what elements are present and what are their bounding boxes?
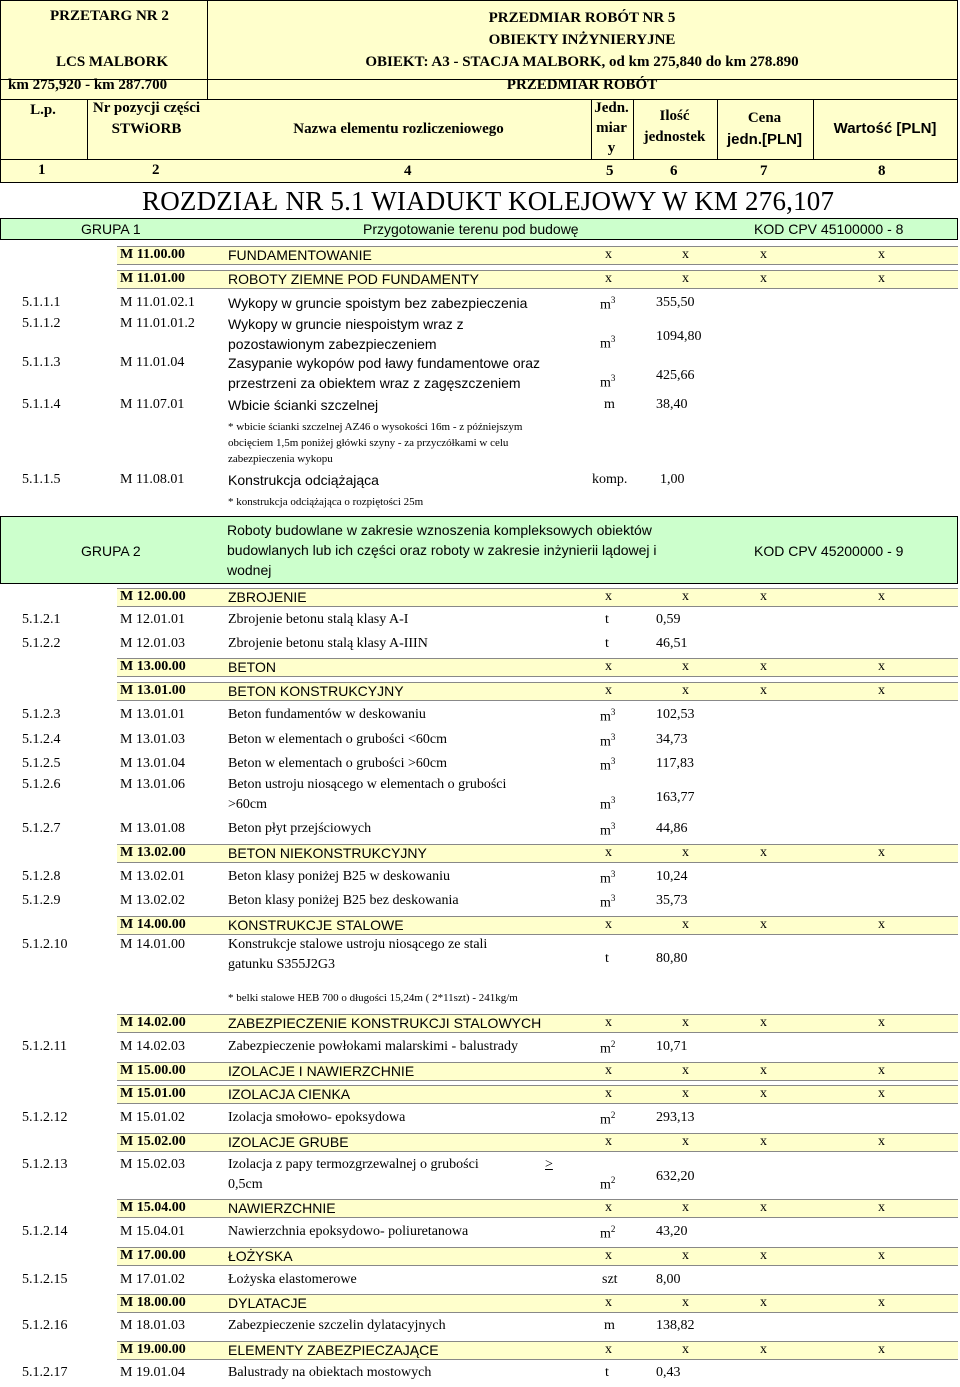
subsection-code: M 15.00.00 (120, 1063, 186, 1078)
row-qty: 10,71 (656, 1039, 688, 1054)
row-code: M 18.01.03 (120, 1318, 185, 1333)
row-unit: t (605, 612, 609, 627)
row-unit: komp. (592, 472, 628, 487)
subsection-name: BETON (228, 659, 276, 675)
row-name: Beton klasy poniżej B25 w deskowaniu (228, 869, 451, 884)
row-qty: 425,66 (656, 368, 695, 383)
x-mark: x (682, 271, 689, 286)
row-name: Konstrukcje stalowe ustroju niosącego ze stali (228, 937, 488, 952)
x-mark: x (605, 589, 612, 604)
row-lp: 5.1.1.1 (22, 295, 61, 310)
x-mark: x (682, 683, 689, 698)
colnum-2: 2 (152, 162, 160, 178)
row-name: Nawierzchnia epoksydowo- poliuretanowa (228, 1224, 469, 1239)
row-code: M 15.04.01 (120, 1224, 185, 1239)
row-lp: 5.1.2.4 (22, 732, 61, 747)
group-2-desc-3: wodnej (227, 562, 272, 578)
row-name-cont: >60cm (228, 797, 267, 812)
row-name: Wbicie ścianki szczelnej (228, 397, 379, 413)
row-unit: $m^3$ (600, 373, 616, 391)
col-price-2: jedn.[PLN] (727, 131, 802, 148)
col-code-2: STWiORB (111, 121, 182, 137)
divider (1, 159, 957, 160)
row-code: M 13.01.03 (120, 732, 185, 747)
subsection-name: BETON KONSTRUKCYJNY (228, 683, 404, 699)
group-2-desc-1: Roboty budowlane w zakresie wznoszenia kompleksowych obiektów (227, 522, 652, 538)
subsection-code: M 12.00.00 (120, 589, 186, 604)
row-code: M 13.02.02 (120, 893, 185, 908)
x-mark: x (760, 845, 767, 860)
divider (717, 99, 718, 159)
row-unit: t (605, 951, 609, 966)
col-unit-1: Jedn. (594, 100, 629, 116)
x-mark: x (682, 1063, 689, 1078)
row-name: Zasypanie wykopów pod ławy fundamentowe oraz (228, 355, 541, 371)
row-name: Beton w elementach o grubości >60cm (228, 756, 448, 771)
doc-type: PRZEDMIAR ROBÓT (506, 77, 658, 93)
row-lp: 5.1.2.1 (22, 612, 61, 627)
row-note: * konstrukcja odciążająca o rozpiętości 25m (228, 496, 424, 508)
group-2-desc-2: budowlanych lub ich części oraz roboty w zakresie inżynierii lądowej i (227, 542, 657, 558)
row-unit: $m^3$ (600, 756, 616, 774)
row-name: Wykopy w gruncie niespoistym wraz z (228, 316, 464, 332)
row-lp: 5.1.2.3 (22, 707, 61, 722)
row-lp: 5.1.2.2 (22, 636, 61, 651)
row-lp: 5.1.2.9 (22, 893, 61, 908)
row-name: Beton fundamentów w deskowaniu (228, 707, 426, 722)
row-code: M 13.01.08 (120, 821, 185, 836)
row-code: M 14.01.00 (120, 937, 185, 952)
row-code: M 17.01.02 (120, 1272, 185, 1287)
row-unit: m (604, 1318, 615, 1333)
row-qty: 632,20 (656, 1169, 695, 1184)
subsection-name: ELEMENTY ZABEZPIECZAJĄCE (228, 1342, 439, 1358)
colnum-5: 5 (606, 163, 614, 179)
doc-title: PRZEDMIAR ROBÓT NR 5 (488, 10, 676, 26)
row-lp: 5.1.2.16 (22, 1318, 68, 1333)
x-mark: x (605, 1248, 612, 1263)
row-qty: 163,77 (656, 790, 695, 805)
col-unit-2: miar (596, 120, 627, 136)
x-mark: x (682, 659, 689, 674)
x-mark: x (682, 1200, 689, 1215)
x-mark: x (878, 1200, 885, 1215)
row-note: * belki stalowe HEB 700 o długości 15,24m ( 2*11szt) - 241kg/m (228, 992, 518, 1004)
row-note: zabezpieczenia wykopu (228, 453, 333, 465)
colnum-7: 7 (760, 163, 768, 179)
x-mark: x (878, 1015, 885, 1030)
subsection-code: M 11.01.00 (120, 271, 185, 286)
row-qty: 38,40 (656, 397, 688, 412)
colnum-8: 8 (878, 163, 886, 179)
km-range: km 275,920 - km 287.700 (8, 77, 168, 93)
x-mark: x (760, 1086, 767, 1101)
x-mark: x (760, 589, 767, 604)
subsection-code: M 14.00.00 (120, 917, 186, 932)
x-mark: x (878, 1086, 885, 1101)
row-name: Izolacja smołowo- epoksydowa (228, 1110, 406, 1125)
row-lp: 5.1.2.11 (22, 1039, 67, 1054)
x-mark: x (760, 683, 767, 698)
x-mark: x (682, 1086, 689, 1101)
row-code: M 13.01.06 (120, 777, 185, 792)
x-mark: x (605, 659, 612, 674)
row-unit: m (604, 397, 615, 412)
row-unit: $m^2$ (600, 1110, 616, 1128)
row-name-cont: pozostawionym zabezpieczeniem (228, 336, 437, 352)
x-mark: x (605, 1086, 612, 1101)
group-2-band (0, 516, 958, 584)
x-mark: x (682, 1134, 689, 1149)
x-mark: x (760, 1342, 767, 1357)
x-mark: x (760, 1015, 767, 1030)
row-name: Balustrady na obiektach mostowych (228, 1365, 432, 1380)
col-lp: L.p. (30, 102, 56, 118)
row-code: M 11.01.04 (120, 355, 185, 370)
x-mark: x (760, 247, 767, 262)
row-code: M 12.01.01 (120, 612, 185, 627)
row-name: Beton w elementach o grubości <60cm (228, 732, 448, 747)
row-lp: 5.1.2.7 (22, 821, 61, 836)
row-unit: $m^3$ (600, 295, 616, 313)
row-unit: $m^2$ (600, 1224, 616, 1242)
section-title: ROZDZIAŁ NR 5.1 WIADUKT KOLEJOWY W KM 276,107 (142, 186, 835, 216)
row-unit: t (605, 1365, 609, 1380)
x-mark: x (605, 1063, 612, 1078)
row-name-cont: gatunku S355J2G3 (228, 957, 335, 972)
subsection-code: M 13.02.00 (120, 845, 186, 860)
row-qty: 293,13 (656, 1110, 695, 1125)
subsection-name: IZOLACJE GRUBE (228, 1134, 349, 1150)
row-name: Zbrojenie betonu stalą klasy A-IIIN (228, 636, 428, 651)
row-code: M 12.01.03 (120, 636, 185, 651)
subsection-code: M 18.00.00 (120, 1295, 186, 1310)
x-mark: x (605, 1015, 612, 1030)
subsection-name: BETON NIEKONSTRUKCYJNY (228, 845, 427, 861)
x-mark: x (682, 1295, 689, 1310)
row-lp: 5.1.2.10 (22, 937, 68, 952)
row-qty: 1094,80 (656, 329, 702, 344)
row-name: Beton płyt przejściowych (228, 821, 372, 836)
row-name: Konstrukcja odciążająca (228, 472, 379, 488)
row-qty: 355,50 (656, 295, 695, 310)
subsection-code: M 14.02.00 (120, 1015, 186, 1030)
tender-number: PRZETARG NR 2 (50, 8, 169, 24)
row-qty: 43,20 (656, 1224, 688, 1239)
x-mark: x (878, 1342, 885, 1357)
col-qty-1: Ilość (659, 108, 690, 124)
row-name: Beton klasy poniżej B25 bez deskowania (228, 893, 459, 908)
row-qty: 80,80 (656, 951, 688, 966)
colnum-4: 4 (404, 163, 412, 179)
x-mark: x (682, 1342, 689, 1357)
x-mark: x (605, 917, 612, 932)
colnum-6: 6 (670, 163, 678, 179)
x-mark: x (760, 1248, 767, 1263)
row-unit: $m^3$ (600, 732, 616, 750)
colnum-1: 1 (38, 162, 46, 178)
subsection-code: M 15.02.00 (120, 1134, 186, 1149)
row-unit: $m^3$ (600, 795, 616, 813)
row-lp: 5.1.2.17 (22, 1365, 68, 1380)
row-code: M 15.02.03 (120, 1157, 185, 1172)
row-ge-sign: > (545, 1157, 553, 1172)
x-mark: x (682, 917, 689, 932)
row-name: Zabezpieczenie szczelin dylatacyjnych (228, 1318, 446, 1333)
x-mark: x (878, 1295, 885, 1310)
row-name: Izolacja z papy termozgrzewalnej o grubości (228, 1157, 479, 1172)
row-code: M 19.01.04 (120, 1365, 185, 1380)
x-mark: x (682, 845, 689, 860)
row-qty: 102,53 (656, 707, 695, 722)
row-name: Beton ustroju niosącego w elementach o grubości (228, 777, 507, 792)
row-code: M 15.01.02 (120, 1110, 185, 1125)
row-code: M 11.07.01 (120, 397, 185, 412)
row-code: M 11.08.01 (120, 472, 185, 487)
x-mark: x (878, 917, 885, 932)
x-mark: x (878, 659, 885, 674)
row-lp: 5.1.1.4 (22, 397, 61, 412)
subsection-code: M 13.00.00 (120, 659, 186, 674)
row-name: Zbrojenie betonu stalą klasy A-I (228, 612, 409, 627)
group-1-band (0, 218, 958, 240)
row-name: Wykopy w gruncie spoistym bez zabezpieczenia (228, 295, 528, 311)
row-qty: 117,83 (656, 756, 694, 771)
row-unit: szt (602, 1272, 618, 1287)
row-code: M 14.02.03 (120, 1039, 185, 1054)
row-unit: $m^3$ (600, 893, 616, 911)
x-mark: x (682, 1248, 689, 1263)
x-mark: x (682, 1015, 689, 1030)
x-mark: x (878, 1248, 885, 1263)
col-unit-3: y (607, 140, 616, 156)
group-2-label: GRUPA 2 (81, 543, 141, 559)
subsection-name: ROBOTY ZIEMNE POD FUNDAMENTY (228, 271, 479, 287)
x-mark: x (605, 271, 612, 286)
group-2-kod: KOD CPV 45200000 - 9 (754, 543, 904, 559)
row-qty: 1,00 (660, 472, 685, 487)
x-mark: x (760, 917, 767, 932)
row-name-cont: przestrzeni za obiektem wraz z zagęszczeniem (228, 375, 521, 391)
x-mark: x (760, 1063, 767, 1078)
row-unit: $m^2$ (600, 1175, 616, 1193)
subsection-code: M 15.01.00 (120, 1086, 186, 1101)
subsection-name: KONSTRUKCJE STALOWE (228, 917, 404, 933)
row-unit: $m^3$ (600, 821, 616, 839)
row-lp: 5.1.2.15 (22, 1272, 68, 1287)
x-mark: x (878, 589, 885, 604)
row-code: M 13.01.01 (120, 707, 185, 722)
row-name: Łożyska elastomerowe (228, 1272, 357, 1287)
row-lp: 5.1.1.5 (22, 472, 61, 487)
x-mark: x (760, 271, 767, 286)
subsection-code: M 19.00.00 (120, 1342, 186, 1357)
x-mark: x (682, 247, 689, 262)
row-qty: 138,82 (656, 1318, 695, 1333)
x-mark: x (605, 1295, 612, 1310)
row-qty: 0,43 (656, 1365, 681, 1380)
row-name-cont: 0,5cm (228, 1177, 263, 1192)
row-unit: $m^3$ (600, 334, 616, 352)
x-mark: x (605, 1134, 612, 1149)
subsection-code: M 15.04.00 (120, 1200, 186, 1215)
x-mark: x (760, 1200, 767, 1215)
x-mark: x (760, 1134, 767, 1149)
col-qty-2: jednostek (643, 129, 706, 145)
x-mark: x (878, 1063, 885, 1078)
row-lp: 5.1.1.3 (22, 355, 61, 370)
row-qty: 35,73 (656, 893, 688, 908)
subsection-code: M 11.00.00 (120, 247, 185, 262)
row-unit: t (605, 636, 609, 651)
col-code-1: Nr pozycji części (92, 100, 201, 116)
row-note: * wbicie ścianki szczelnej AZ46 o wysokości 16m - z późniejszym (228, 421, 523, 433)
row-unit: $m^3$ (600, 869, 616, 887)
x-mark: x (605, 683, 612, 698)
doc-subtitle: OBIEKTY INŻYNIERYJNE (488, 32, 676, 48)
x-mark: x (878, 247, 885, 262)
col-price-1: Cena (747, 110, 782, 126)
row-code: M 11.01.02.1 (120, 295, 195, 310)
subsection-name: FUNDAMENTOWANIE (228, 247, 372, 263)
row-lp: 5.1.2.14 (22, 1224, 68, 1239)
row-unit: $m^3$ (600, 707, 616, 725)
subsection-name: IZOLACJE I NAWIERZCHNIE (228, 1063, 415, 1079)
object-line: OBIEKT: A3 - STACJA MALBORK, od km 275,840 do km 278.890 (365, 54, 799, 70)
row-qty: 46,51 (656, 636, 688, 651)
row-lp: 5.1.2.12 (22, 1110, 68, 1125)
x-mark: x (878, 1134, 885, 1149)
row-qty: 44,86 (656, 821, 688, 836)
x-mark: x (878, 845, 885, 860)
group-1-label: GRUPA 1 (81, 221, 141, 237)
row-lp: 5.1.1.2 (22, 316, 61, 331)
group-1-desc: Przygotowanie terenu pod budowę (363, 221, 579, 237)
subsection-name: ZABEZPIECZENIE KONSTRUKCJI STALOWYCH (228, 1015, 542, 1031)
x-mark: x (760, 1295, 767, 1310)
row-name: Zabezpieczenie powłokami malarskimi - balustrady (228, 1039, 519, 1054)
subsection-code: M 17.00.00 (120, 1248, 186, 1263)
subsection-name: ŁOŻYSKA (228, 1248, 293, 1264)
subsection-name: NAWIERZCHNIE (228, 1200, 336, 1216)
row-lp: 5.1.2.6 (22, 777, 61, 792)
client-name: LCS MALBORK (56, 54, 169, 70)
row-note: obcięciem 1,5m poniżej główki szyny - za przyczółkami w celu (228, 437, 509, 449)
col-value: Wartość [PLN] (833, 120, 937, 137)
row-qty: 34,73 (656, 732, 688, 747)
row-code: M 13.01.04 (120, 756, 185, 771)
subsection-code: M 13.01.00 (120, 683, 186, 698)
x-mark: x (605, 1200, 612, 1215)
x-mark: x (878, 271, 885, 286)
row-lp: 5.1.2.5 (22, 756, 61, 771)
x-mark: x (682, 589, 689, 604)
row-unit: $m^2$ (600, 1039, 616, 1057)
subsection-name: DYLATACJE (228, 1295, 307, 1311)
row-qty: 0,59 (656, 612, 681, 627)
row-lp: 5.1.2.13 (22, 1157, 68, 1172)
row-qty: 10,24 (656, 869, 688, 884)
row-code: M 11.01.01.2 (120, 316, 195, 331)
subsection-name: ZBROJENIE (228, 589, 307, 605)
row-lp: 5.1.2.8 (22, 869, 61, 884)
x-mark: x (605, 845, 612, 860)
x-mark: x (760, 659, 767, 674)
x-mark: x (605, 247, 612, 262)
group-1-kod: KOD CPV 45100000 - 8 (754, 221, 904, 237)
row-qty: 8,00 (656, 1272, 681, 1287)
x-mark: x (605, 1342, 612, 1357)
x-mark: x (878, 683, 885, 698)
row-code: M 13.02.01 (120, 869, 185, 884)
col-name: Nazwa elementu rozliczeniowego (293, 121, 504, 137)
subsection-name: IZOLACJA CIENKA (228, 1086, 351, 1102)
